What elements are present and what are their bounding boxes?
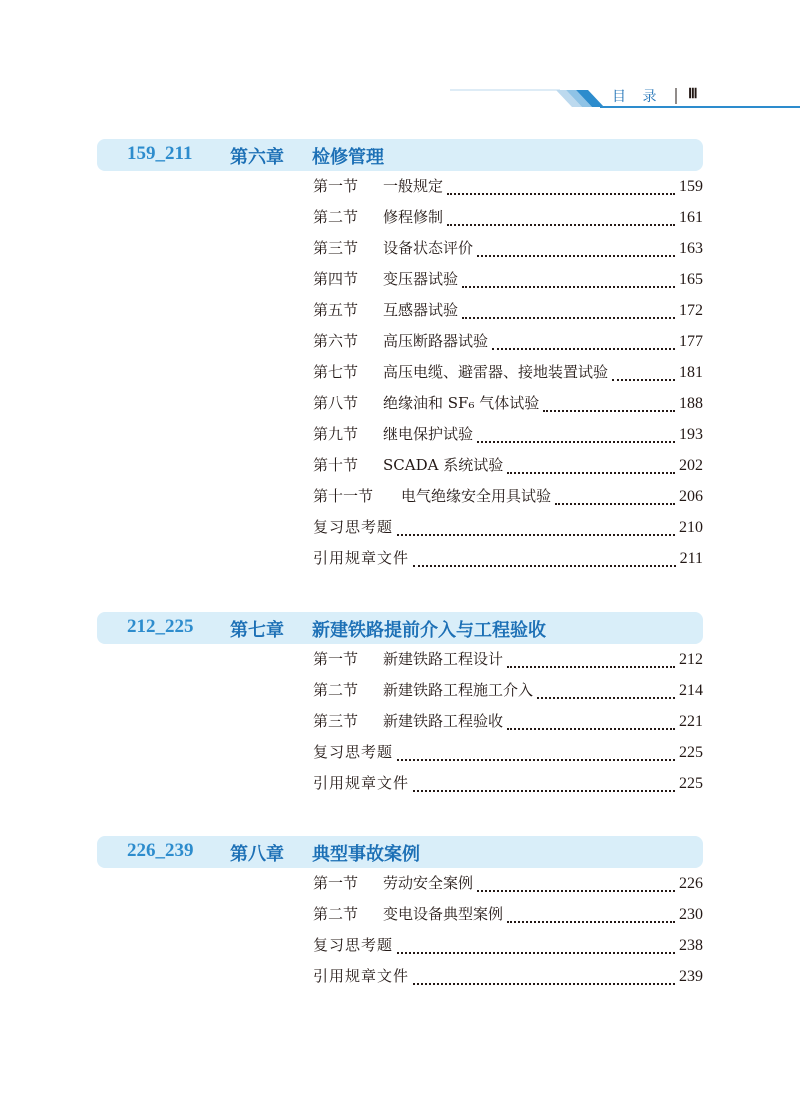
section-label: 第十一节 [313,487,374,505]
toc-entry[interactable] [313,872,703,903]
section-label: 第一节 [313,177,359,195]
section-title: 变电设备典型案例 [383,905,504,923]
section-label: 第一节 [313,874,359,892]
chapter-title[interactable]: 检修管理 [312,147,384,168]
dot-leader [397,759,675,761]
page-number: 206 [679,488,703,505]
section-title: 电气绝缘安全用具试验 [401,487,552,505]
dot-leader [477,890,675,892]
dot-leader [507,666,675,668]
toc-entry-review-questions[interactable] [313,934,703,965]
dot-leader [477,255,675,257]
page-number: 214 [679,682,703,699]
section-label: 第二节 [313,681,359,699]
page-number: 193 [679,426,703,443]
toc-entry[interactable] [313,710,703,741]
chapter-title[interactable]: 新建铁路提前介入与工程验收 [312,620,546,641]
dot-leader [507,472,675,474]
toc-entry[interactable] [313,454,703,485]
section-title: 新建铁路工程设计 [383,650,504,668]
chapter-page-range: 159_211 [127,143,193,164]
toc-entry[interactable] [313,648,703,679]
dot-leader [413,565,676,567]
dot-leader [447,193,675,195]
toc-entry-review-questions[interactable] [313,741,703,772]
toc-entry[interactable] [313,423,703,454]
dot-leader [555,503,675,505]
toc-entry[interactable] [313,330,703,361]
page-number: 225 [679,744,703,761]
toc-entry[interactable] [313,361,703,392]
chapter-title[interactable]: 典型事故案例 [312,844,420,865]
dot-leader [413,790,675,792]
section-title: 修程修制 [383,208,444,226]
section-label: 第九节 [313,425,359,443]
dot-leader [447,224,675,226]
running-header-page-number: Ⅲ [688,87,698,102]
section-title: 劳动安全案例 [383,874,474,892]
toc-entry-cited-regulations[interactable] [313,772,703,803]
section-title: 新建铁路工程施工介入 [383,681,534,699]
toc-entry[interactable] [313,299,703,330]
section-title: 复习思考题 [313,936,394,954]
toc-entry-list [313,175,703,578]
section-label: 第十节 [313,456,359,474]
section-title: 新建铁路工程验收 [383,712,504,730]
page-number: 225 [679,775,703,792]
section-title: 引用规章文件 [313,774,410,792]
toc-entry[interactable] [313,679,703,710]
dot-leader [537,697,675,699]
page-number: 239 [679,968,703,985]
section-title: 设备状态评价 [383,239,474,257]
section-label: 第八节 [313,394,359,412]
section-title: 一般规定 [383,177,444,195]
chapter-page-range: 226_239 [127,840,194,861]
section-label: 第六节 [313,332,359,350]
toc-entry[interactable] [313,237,703,268]
page-number: 230 [679,906,703,923]
page-number: 188 [679,395,703,412]
dot-leader [543,410,675,412]
section-title: 引用规章文件 [313,549,410,567]
toc-entry[interactable] [313,268,703,299]
page-number: 211 [679,550,703,567]
toc-entry-review-questions[interactable] [313,516,703,547]
toc-entry-list [313,648,703,803]
dot-leader [477,441,675,443]
section-title: 变压器试验 [383,270,459,288]
dot-leader [612,379,675,381]
chapter-number: 第六章 [230,147,284,168]
section-title: 复习思考题 [313,743,394,761]
section-title: 高压电缆、避雷器、接地装置试验 [383,363,609,381]
page-number: 202 [679,457,703,474]
header-decoration [0,0,800,120]
page-number: 172 [679,302,703,319]
section-title: 引用规章文件 [313,967,410,985]
section-title: 高压断路器试验 [383,332,489,350]
section-label: 第一节 [313,650,359,668]
section-label: 第三节 [313,239,359,257]
page-number: 177 [679,333,703,350]
section-label: 第三节 [313,712,359,730]
section-label: 第四节 [313,270,359,288]
dot-leader [397,952,675,954]
page-number: 212 [679,651,703,668]
section-label: 第七节 [313,363,359,381]
page-number: 161 [679,209,703,226]
toc-entry[interactable] [313,206,703,237]
toc-entry[interactable] [313,485,703,516]
page-number: 210 [679,519,703,536]
chapter-number: 第八章 [230,844,284,865]
page-number: 221 [679,713,703,730]
toc-entry[interactable] [313,175,703,206]
toc-entry[interactable] [313,903,703,934]
section-label: 第二节 [313,208,359,226]
running-header-title: 目 录 [612,89,663,105]
section-title: SCADA 系统试验 [383,456,504,474]
section-title: 继电保护试验 [383,425,474,443]
page-number: 238 [679,937,703,954]
toc-entry-cited-regulations[interactable] [313,547,703,578]
dot-leader [462,286,675,288]
dot-leader [507,728,675,730]
section-label: 第二节 [313,905,359,923]
page-number: 181 [679,364,703,381]
toc-entry-cited-regulations[interactable] [313,965,703,996]
section-title: 互感器试验 [383,301,459,319]
section-label: 第五节 [313,301,359,319]
dot-leader [413,983,675,985]
page-number: 159 [679,178,703,195]
page-number: 165 [679,271,703,288]
toc-entry[interactable] [313,392,703,423]
dot-leader [397,534,675,536]
section-title: 复习思考题 [313,518,394,536]
toc-entry-list [313,872,703,996]
dot-leader [462,317,675,319]
chapter-number: 第七章 [230,620,284,641]
page-number: 226 [679,875,703,892]
chapter-page-range: 212_225 [127,616,194,637]
page-number: 163 [679,240,703,257]
dot-leader [492,348,675,350]
dot-leader [507,921,675,923]
section-title: 绝缘油和 SF₆ 气体试验 [383,394,540,412]
